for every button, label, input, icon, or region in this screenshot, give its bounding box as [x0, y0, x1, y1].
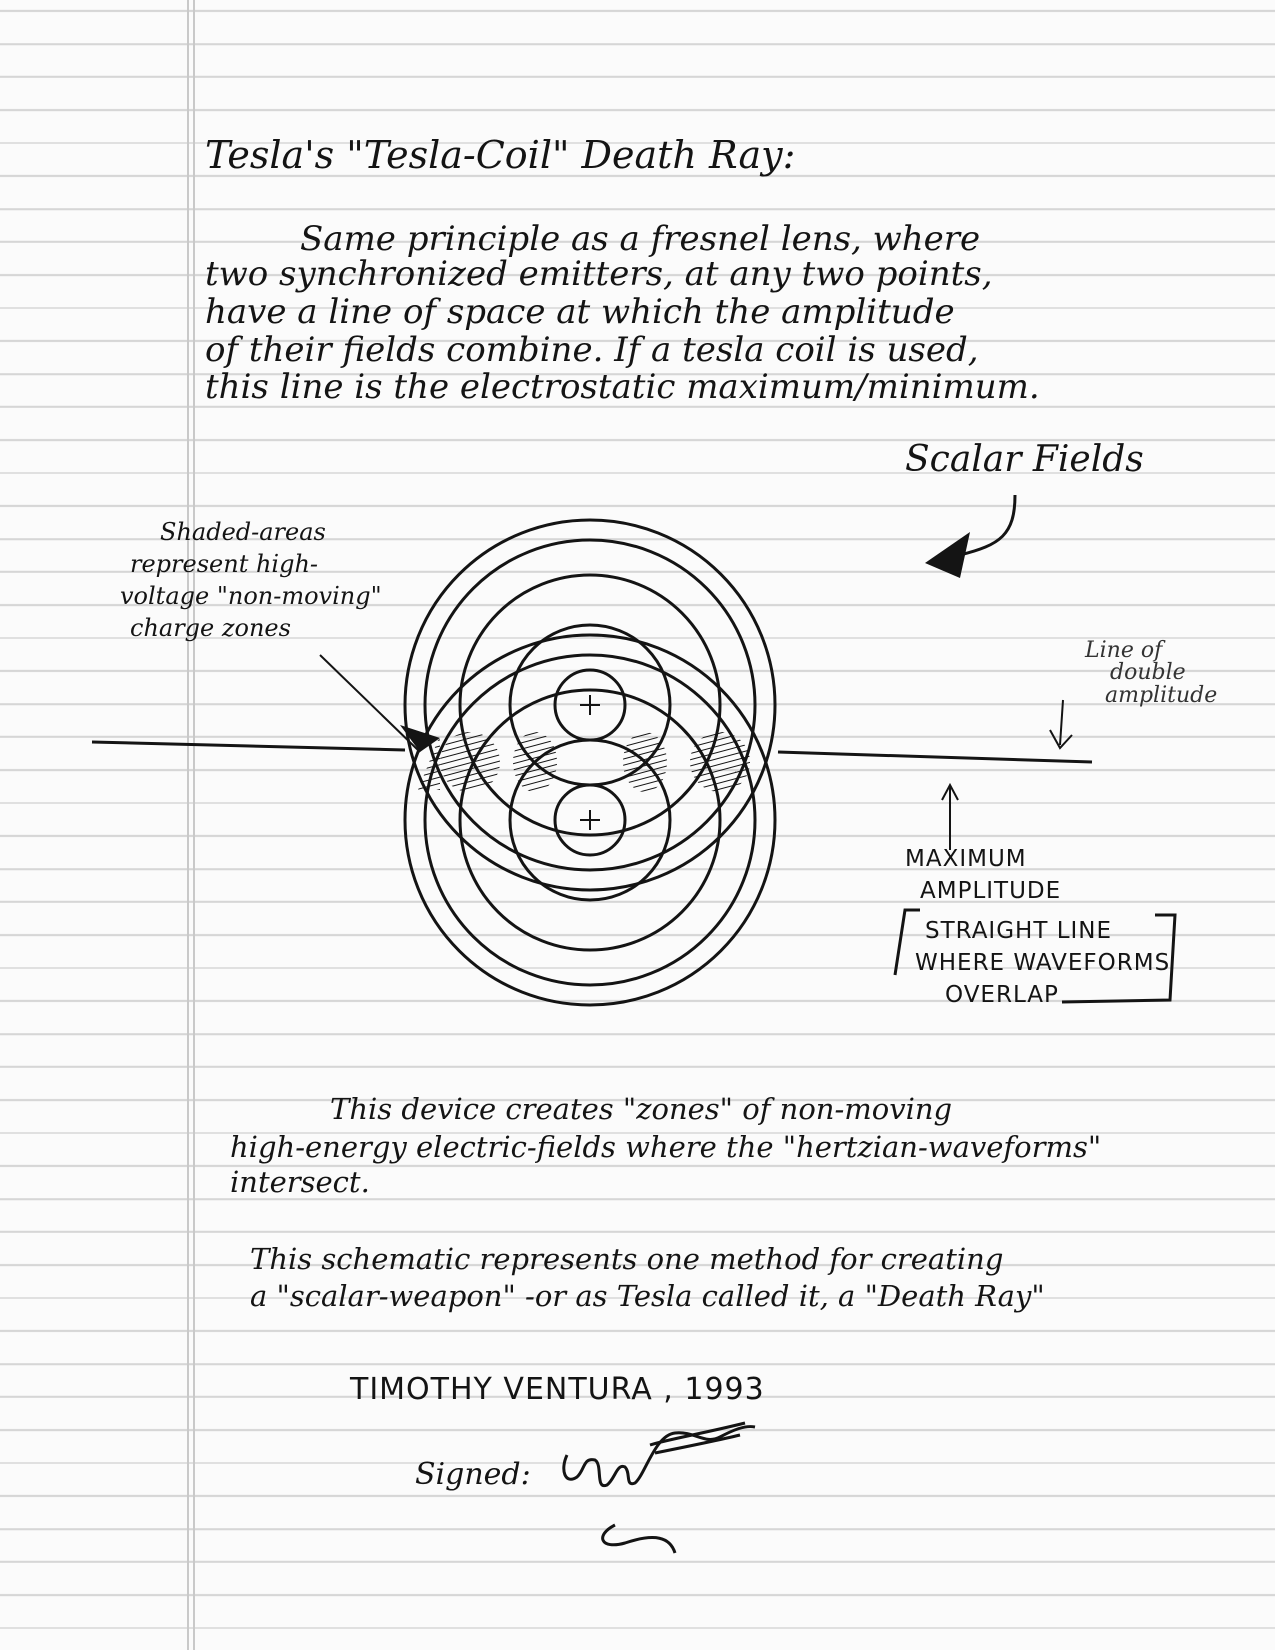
maximum-amplitude-line-2: AMPLITUDE: [920, 878, 1062, 904]
paragraph-line-4: of their fields combine. If a tesla coil is used,: [205, 330, 979, 370]
body-text-line-3: intersect.: [230, 1165, 370, 1199]
body-text-line-2: high-energy electric-fields where the "hertzian-waveforms": [230, 1130, 1102, 1164]
shaded-areas-line-3: voltage "non-moving": [120, 582, 382, 610]
note-brackets: [895, 910, 1175, 1002]
double-amplitude-line-2: double: [1110, 660, 1186, 685]
paragraph-line-3: have a line of space at which the amplitude: [205, 292, 955, 332]
paragraph-line-2: two synchronized emitters, at any two points,: [205, 254, 993, 294]
paragraph-line-5: this line is the electrostatic maximum/minimum.: [205, 367, 1040, 407]
page-title: Tesla's "Tesla-Coil" Death Ray:: [205, 133, 796, 177]
double-amplitude-line-1: Line of: [1085, 638, 1163, 663]
signed-label: Signed:: [415, 1457, 531, 1492]
scalar-fields-label: Scalar Fields: [905, 439, 1144, 480]
shaded-areas-line-2: represent high-: [130, 550, 319, 578]
double-amplitude-line-3: amplitude: [1105, 683, 1218, 708]
double-amplitude-line: [92, 742, 1092, 762]
paragraph-line-1: Same principle as a fresnel lens, where: [300, 219, 981, 259]
straight-line-note-1: STRAIGHT LINE: [925, 918, 1113, 944]
straight-line-note-3: OVERLAP: [945, 982, 1059, 1008]
author-line: TIMOTHY VENTURA , 1993: [350, 1372, 765, 1407]
schematic-note-line-2: a "scalar-weapon" -or as Tesla called it, a "Death Ray": [250, 1279, 1045, 1313]
shaded-areas-line-1: Shaded-areas: [160, 518, 326, 546]
maximum-amplitude-line-1: MAXIMUM: [905, 846, 1027, 872]
arrows: [320, 495, 1072, 850]
body-text-line-1: This device creates "zones" of non-moving: [330, 1092, 953, 1126]
shaded-areas-line-4: charge zones: [130, 614, 291, 642]
straight-line-note-2: WHERE WAVEFORMS: [915, 950, 1171, 976]
schematic-note-line-1: This schematic represents one method for creating: [250, 1242, 1004, 1276]
emitter-center-marks: [580, 695, 600, 830]
